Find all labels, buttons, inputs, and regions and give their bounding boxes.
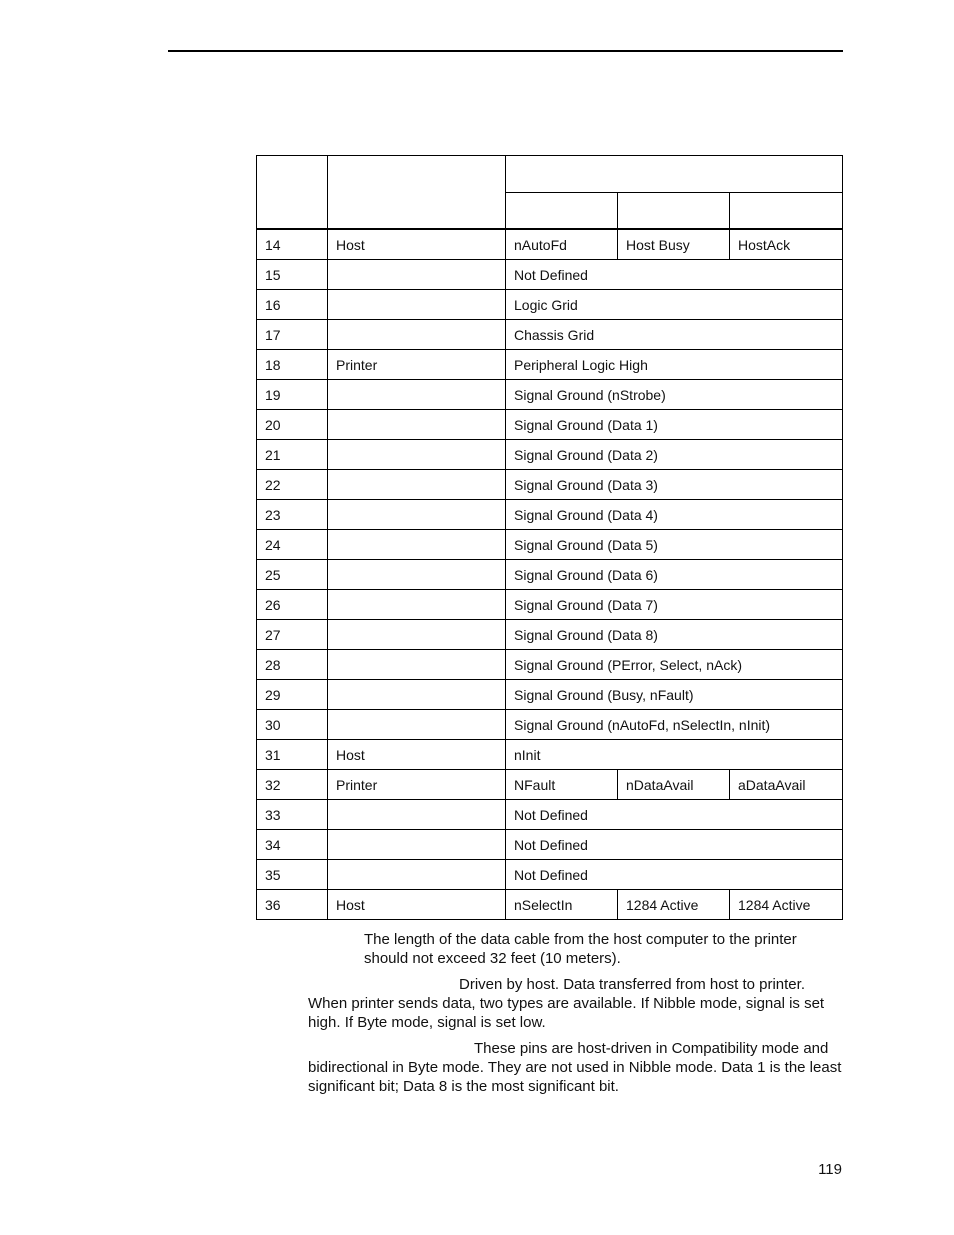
pin-number-cell: 35 [257,860,328,890]
signal-cell: Peripheral Logic High [506,350,843,380]
table-row [257,680,843,710]
signal-cell: NFault [506,770,618,800]
source-cell: Host [328,740,506,770]
source-cell [328,470,506,500]
signal-cell: Signal Ground (Busy, nFault) [506,680,843,710]
table-row [257,470,843,500]
signal-cell: nAutoFd [506,229,618,260]
table-row [257,650,843,680]
table-row [257,350,843,380]
pin-number-cell: 21 [257,440,328,470]
signal-cell: 1284 Active [618,890,730,920]
header-cell-mode-3 [730,193,843,230]
table-row [257,380,843,410]
table-header [257,156,843,230]
source-cell: Printer [328,770,506,800]
pin-number-cell: 27 [257,620,328,650]
table-row [257,530,843,560]
table-row [257,410,843,440]
signal-cell: nSelectIn [506,890,618,920]
driven-by-host-note: Driven by host. Data transferred from host to printer. When printer sends data, two types are available. If Nibble mode, signal is set high. If Byte mode, signal is set low. [308,976,825,1031]
signal-cell: Signal Ground (Data 6) [506,560,843,590]
source-cell [328,680,506,710]
signal-cell: Not Defined [506,800,843,830]
header-cell-mode-1 [506,193,618,230]
table-row [257,830,843,860]
source-cell [328,620,506,650]
signal-cell: Signal Ground (PError, Select, nAck) [506,650,843,680]
signal-cell: Signal Ground (Data 7) [506,590,843,620]
signal-cell: Signal Ground (Data 1) [506,410,843,440]
pin-number-cell: 18 [257,350,328,380]
signal-cell: 1284 Active [730,890,843,920]
source-cell [328,860,506,890]
source-cell: Host [328,229,506,260]
pin-number-cell: 15 [257,260,328,290]
pin-number-cell: 36 [257,890,328,920]
pin-assignment-table [256,155,843,920]
pin-number-cell: 29 [257,680,328,710]
source-cell [328,260,506,290]
table-row [257,620,843,650]
header-cell-mode-2 [618,193,730,230]
pin-number-cell: 16 [257,290,328,320]
pin-number-cell: 33 [257,800,328,830]
table-row [257,740,843,770]
source-cell [328,830,506,860]
top-rule [168,50,843,52]
signal-cell: Host Busy [618,229,730,260]
signal-cell: Signal Ground (Data 3) [506,470,843,500]
source-cell [328,290,506,320]
signal-cell: Not Defined [506,860,843,890]
source-cell [328,500,506,530]
table-row [257,560,843,590]
pin-number-cell: 28 [257,650,328,680]
table-row [257,440,843,470]
cable-length-note: The length of the data cable from the host computer to the printer should not exceed 32 feet (10 meters). [364,931,797,967]
table-row [257,860,843,890]
signal-cell: Signal Ground (nStrobe) [506,380,843,410]
signal-cell: nDataAvail [618,770,730,800]
pin-number-cell: 14 [257,229,328,260]
signal-cell: Chassis Grid [506,320,843,350]
table-row [257,260,843,290]
signal-cell: Signal Ground (Data 2) [506,440,843,470]
source-cell [328,560,506,590]
page-number: 119 [818,1161,842,1178]
pin-number-cell: 30 [257,710,328,740]
source-cell [328,410,506,440]
pin-number-cell: 17 [257,320,328,350]
table-row [257,890,843,920]
signal-cell: HostAck [730,229,843,260]
source-cell [328,710,506,740]
table-row [257,229,843,260]
source-cell: Host [328,890,506,920]
pin-number-cell: 22 [257,470,328,500]
signal-cell: nInit [506,740,843,770]
pin-number-cell: 24 [257,530,328,560]
pin-number-cell: 23 [257,500,328,530]
signal-cell: Signal Ground (Data 4) [506,500,843,530]
table-row [257,590,843,620]
source-cell [328,380,506,410]
signal-cell: Not Defined [506,260,843,290]
header-cell-pin [257,156,328,230]
pin-number-cell: 26 [257,590,328,620]
pin-number-cell: 32 [257,770,328,800]
table-row [257,800,843,830]
source-cell [328,800,506,830]
signal-cell: Signal Ground (Data 5) [506,530,843,560]
source-cell [328,650,506,680]
table-row [257,500,843,530]
table-row [257,290,843,320]
signal-cell: Not Defined [506,830,843,860]
source-cell: Printer [328,350,506,380]
pin-number-cell: 20 [257,410,328,440]
source-cell [328,320,506,350]
data-pins-note: These pins are host-driven in Compatibility mode and bidirectional in Byte mode. They are not used in Nibble mode. Data 1 is the least significant bit; Data 8 is the most significant bit. [308,1040,842,1095]
pin-number-cell: 34 [257,830,328,860]
signal-cell: Signal Ground (nAutoFd, nSelectIn, nInit) [506,710,843,740]
table-row [257,770,843,800]
source-cell [328,530,506,560]
pin-number-cell: 25 [257,560,328,590]
pin-number-cell: 31 [257,740,328,770]
table-row [257,710,843,740]
pin-number-cell: 19 [257,380,328,410]
header-cell-source [328,156,506,230]
source-cell [328,590,506,620]
signal-cell: aDataAvail [730,770,843,800]
source-cell [328,440,506,470]
signal-cell: Logic Grid [506,290,843,320]
header-cell-signal-group [506,156,843,193]
table-row [257,320,843,350]
signal-cell: Signal Ground (Data 8) [506,620,843,650]
table-body [257,229,843,920]
